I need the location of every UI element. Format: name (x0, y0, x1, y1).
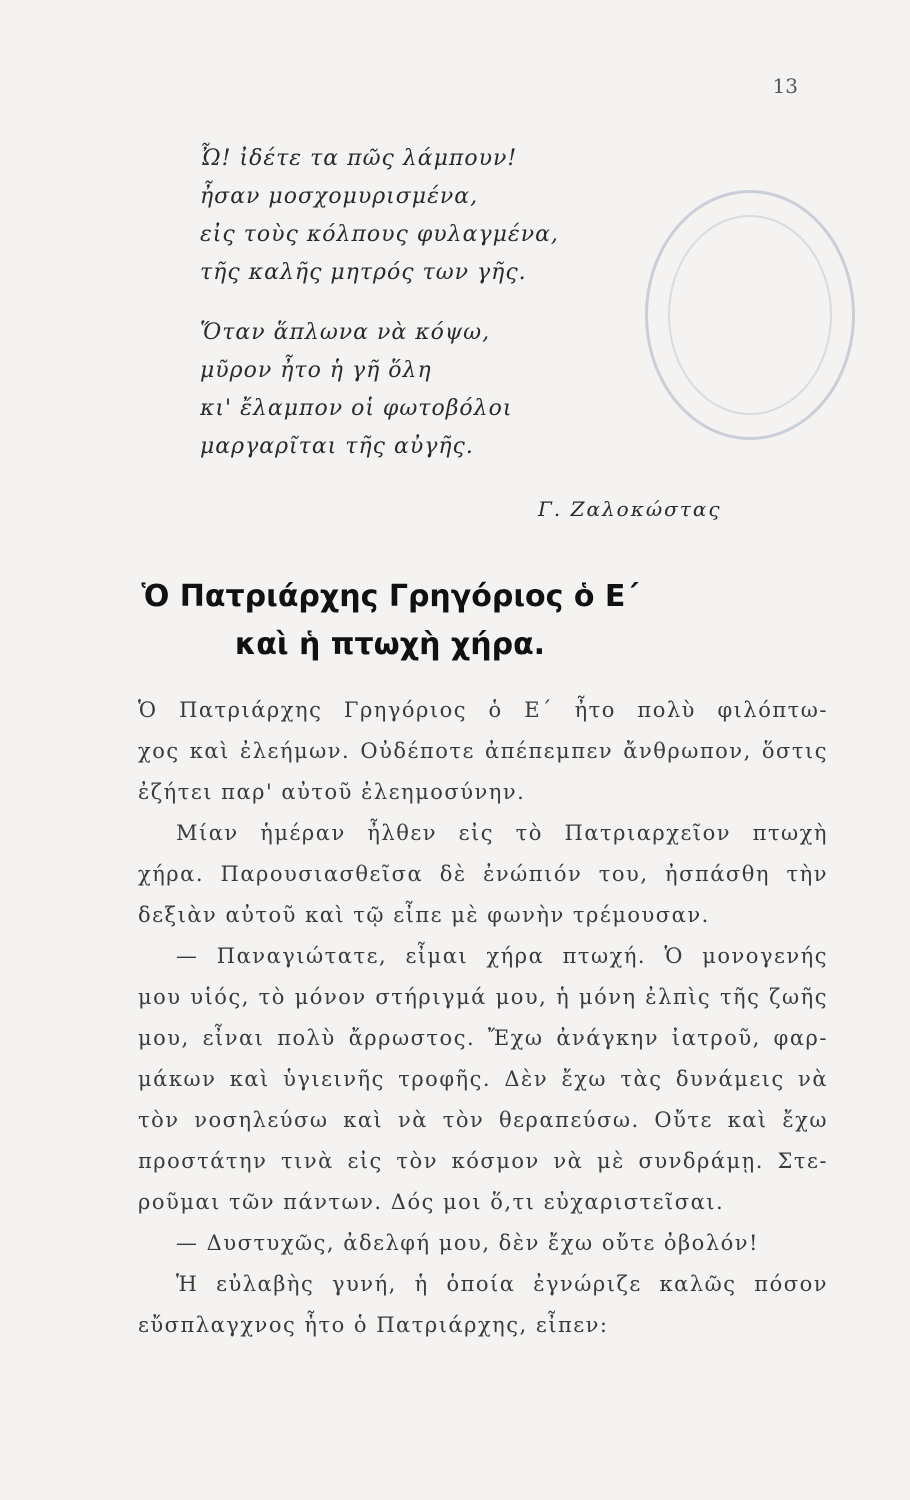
body-line: δεξιὰν αὐτοῦ καὶ τῷ εἶπε μὲ φωνὴν τρέμουσαν. (138, 903, 710, 927)
body-line: τὸν νοσηλεύσω καὶ νὰ τὸν θεραπεύσω. Οὔτε καὶ ἔχω (138, 1108, 828, 1132)
body-line: χος καὶ ἐλεήμων. Οὐδέποτε ἀπέπεμπεν ἄνθρωπον, ὅστις (138, 739, 828, 763)
poem-line: ἦσαν μοσχομυρισμένα, (200, 184, 479, 209)
page-number: 13 (772, 74, 798, 98)
body-line: μάκων καὶ ὑγιεινῆς τροφῆς. Δὲν ἔχω τὰς δυνάμεις νὰ (138, 1067, 828, 1091)
body-line: χήρα. Παρουσιασθεῖσα δὲ ἐνώπιόν του, ἠσπάσθη τὴν (138, 862, 828, 886)
poem-stanza-2 (200, 314, 559, 466)
body-line: ἐζήτει παρ' αὐτοῦ ἐλεημοσύνην. (138, 780, 526, 804)
poem-attribution: Γ. Ζαλοκώστας (538, 497, 722, 521)
body-line: μου υἱός, τὸ μόνον στήριγμά μου, ἡ μόνη ἐλπὶς τῆς ζωῆς (138, 985, 828, 1009)
poem-line: Ὅταν ἅπλωνα νὰ κόψω, (200, 320, 491, 345)
body-line: Μίαν ἡμέραν ἦλθεν εἰς τὸ Πατριαρχεῖον πτωχὴ (176, 821, 828, 845)
body-line: — Παναγιώτατε, εἶμαι χήρα πτωχή. Ὁ μονογενής (176, 944, 828, 968)
body-line: εὔσπλαγχνος ἦτο ὁ Πατριάρχης, εἶπεν: (138, 1313, 609, 1337)
chapter-title (0, 573, 780, 669)
body-line: ροῦμαι τῶν πάντων. Δός μοι ὅ,τι εὐχαριστεῖσαι. (138, 1190, 725, 1214)
chapter-title-line-2: καὶ ἡ πτωχὴ χήρα. (234, 627, 546, 662)
poem (200, 140, 559, 488)
poem-stanza-1 (200, 140, 559, 292)
poem-line: τῆς καλῆς μητρός των γῆς. (200, 260, 527, 285)
poem-line: Ὦ! ἰδέτε τα πῶς λάμπουν! (200, 146, 518, 171)
body-line: Ἡ εὐλαβὴς γυνή, ἡ ὁποία ἐγνώριζε καλῶς πόσον (176, 1272, 828, 1296)
body-line: — Δυστυχῶς, ἀδελφή μου, δὲν ἔχω οὔτε ὀβολόν! (176, 1231, 759, 1255)
poem-line: μῦρον ἦτο ἡ γῆ ὅλη (200, 358, 432, 383)
library-stamp (645, 190, 855, 440)
body-text (138, 690, 828, 1346)
body-line: μου, εἶναι πολὺ ἄρρωστος. Ἔχω ἀνάγκην ἰατροῦ, φαρ- (138, 1026, 828, 1050)
poem-line: μαργαρῖται τῆς αὐγῆς. (200, 434, 474, 459)
poem-line: κι' ἔλαμπον οἱ φωτοβόλοι (200, 396, 513, 421)
body-line: προστάτην τινὰ εἰς τὸν κόσμον νὰ μὲ συνδράμῃ. Στε- (138, 1149, 828, 1173)
body-line: Ὁ Πατριάρχης Γρηγόριος ὁ Ε΄ ἦτο πολὺ φιλόπτω- (138, 698, 828, 722)
chapter-title-line-1: Ὁ Πατριάρχης Γρηγόριος ὁ Ε΄ (141, 579, 639, 614)
poem-line: εἰς τοὺς κόλπους φυλαγμένα, (200, 222, 559, 247)
